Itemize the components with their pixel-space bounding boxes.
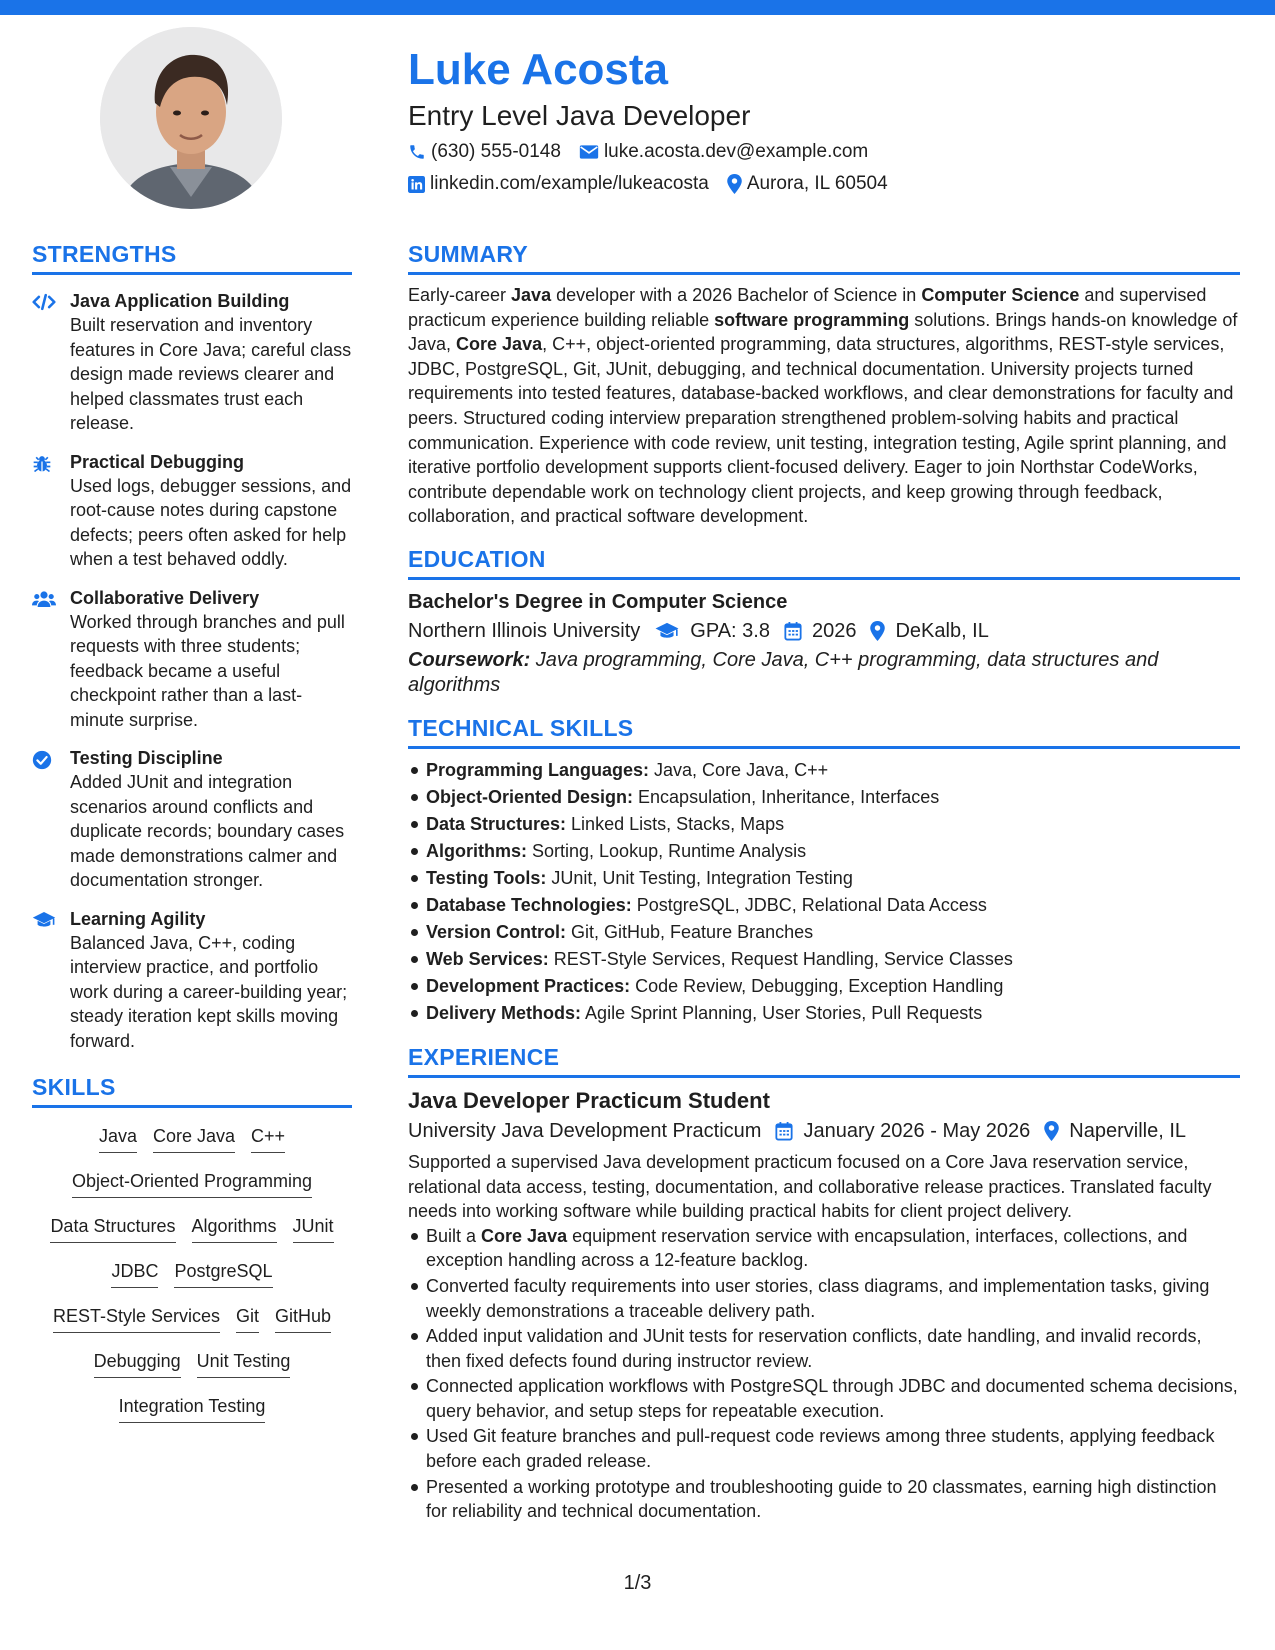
- strength-title: Java Application Building: [70, 291, 290, 311]
- right-column: [408, 240, 1240, 1525]
- tag-row: [32, 1302, 352, 1333]
- skill-tag: Git: [236, 1302, 259, 1333]
- list-item: Delivery Methods: Agile Sprint Planning, User Stories, Pull Requests: [408, 1000, 1240, 1027]
- strength-desc: Added JUnit and integration scenarios around conflicts and duplicate records; boundary cases made demonstrations calmer and documentation stronger.: [70, 772, 345, 890]
- phone-text[interactable]: (630) 555-0148: [431, 141, 561, 162]
- map-pin-icon: [727, 174, 742, 194]
- skill-tag: Object-Oriented Programming: [72, 1167, 312, 1198]
- strength-desc: Worked through branches and pull requests with three students; feedback became a useful checkpoint rather than a last-minute surprise.: [70, 611, 345, 730]
- skill-tag: Core Java: [153, 1122, 235, 1153]
- education-degree: Bachelor's Degree in Computer Science: [408, 590, 788, 613]
- graduation-cap-icon: [32, 911, 56, 929]
- strengths-heading: STRENGTHS: [32, 240, 352, 275]
- tag-row: [32, 1167, 352, 1198]
- left-column: [32, 240, 352, 1437]
- location-text: Aurora, IL 60504: [746, 173, 888, 194]
- job-title: Entry Level Java Developer: [408, 100, 751, 131]
- education-gpa: GPA: 3.8: [654, 616, 770, 646]
- skill-tag: Integration Testing: [119, 1392, 266, 1423]
- list-item: Used Git feature branches and pull-request code reviews among three students, applying feedback before each graded release.: [408, 1424, 1240, 1473]
- technical-skills-list: [408, 757, 1240, 1027]
- strength-item: [32, 746, 352, 893]
- check-circle-icon: [32, 750, 52, 770]
- education-coursework: Coursework: Java programming, Core Java, C++ programming, data structures and algorithms: [408, 648, 1159, 696]
- list-item: Data Structures: Linked Lists, Stacks, Maps: [408, 811, 1240, 838]
- tag-row: [32, 1392, 352, 1423]
- technical-skills-heading: TECHNICAL SKILLS: [408, 714, 1240, 749]
- list-item: Converted faculty requirements into user stories, class diagrams, and implementation tasks, giving weekly demonstrations a traceable delivery path.: [408, 1274, 1240, 1323]
- resume-header: [408, 42, 1228, 198]
- experience-org: University Java Development Practicum: [408, 1119, 762, 1142]
- experience-location: Naperville, IL: [1044, 1116, 1186, 1146]
- list-item: Connected application workflows with PostgreSQL through JDBC and documented schema decisions, query behavior, and setup steps for repeatable execution.: [408, 1374, 1240, 1423]
- skill-tag: Unit Testing: [197, 1347, 291, 1378]
- list-item: Testing Tools: JUnit, Unit Testing, Integration Testing: [408, 865, 1240, 892]
- calendar-icon: [775, 1121, 793, 1141]
- skill-tag: PostgreSQL: [174, 1257, 272, 1288]
- experience-bullets: [408, 1224, 1240, 1524]
- education-year: 2026: [784, 616, 857, 646]
- list-item: Web Services: REST-Style Services, Request Handling, Service Classes: [408, 946, 1240, 973]
- list-item: Database Technologies: PostgreSQL, JDBC, Relational Data Access: [408, 892, 1240, 919]
- tag-row: [32, 1257, 352, 1288]
- email-text[interactable]: luke.acosta.dev@example.com: [603, 141, 869, 162]
- users-icon: [32, 590, 56, 608]
- summary-heading: SUMMARY: [408, 240, 1240, 275]
- experience-dates: January 2026 - May 2026: [775, 1116, 1030, 1146]
- summary-text: Early-career Java developer with a 2026 Bachelor of Science in Computer Science and supervised practicum experience building reliable software programming solutions. Brings hands-on knowledge of Java, Core Java, C++, object-oriented programming, data structures, algorithms, REST-style services, JDBC, PostgreSQL, Git, JUnit, debugging, and technical documentation. University projects turned requirements into tested features, database-backed workflows, and clear demonstrations for faculty and peers. Structured coding interview preparation strengthened problem-solving habits and practical communication. Experience with code review, unit testing, integration testing, Agile sprint planning, and iterative portfolio development supports client-focused delivery. Eager to join Northstar CodeWorks, contribute dependable work on technology client projects, and keep growing through feedback, collaboration, and practical software development.: [408, 285, 1238, 527]
- skill-tag: C++: [251, 1122, 285, 1153]
- skill-tag: JUnit: [293, 1212, 334, 1243]
- strength-title: Collaborative Delivery: [70, 587, 260, 608]
- education-school: Northern Illinois University: [408, 619, 641, 642]
- list-item: Built a Core Java equipment reservation service with encapsulation, interfaces, collections, and exception handling across a 12-feature backlog.: [408, 1224, 1240, 1273]
- list-item: Object-Oriented Design: Encapsulation, Inheritance, Interfaces: [408, 784, 1240, 811]
- map-pin-icon: [1044, 1121, 1059, 1141]
- experience-heading: EXPERIENCE: [408, 1043, 1240, 1078]
- top-accent-bar: [0, 0, 1275, 15]
- list-item: Presented a working prototype and troubleshooting guide to 20 classmates, earning high distinction for reliability and technical documentation.: [408, 1475, 1240, 1524]
- strength-title: Learning Agility: [70, 908, 206, 929]
- education-heading: EDUCATION: [408, 545, 1240, 580]
- contact-phone: [408, 138, 561, 166]
- skill-tag: Algorithms: [192, 1212, 277, 1243]
- experience-meta: [408, 1116, 1240, 1146]
- skill-tag: JDBC: [111, 1257, 158, 1288]
- contact-email: [579, 138, 868, 166]
- list-item: Development Practices: Code Review, Debugging, Exception Handling: [408, 973, 1240, 1000]
- contact-row-2: [408, 170, 1228, 198]
- contact-location: [727, 170, 888, 198]
- bug-icon: [32, 454, 52, 474]
- strength-title: Testing Discipline: [70, 748, 223, 768]
- strength-desc: Built reservation and inventory features in Core Java; careful class design made reviews clearer and helped classmates trust each release.: [70, 315, 352, 433]
- education-meta: [408, 616, 1240, 646]
- skill-tag: Debugging: [94, 1347, 181, 1378]
- strength-title: Practical Debugging: [70, 451, 245, 472]
- linkedin-icon: [408, 176, 425, 193]
- tag-row: [32, 1122, 352, 1153]
- page-number: 1/3: [623, 1572, 652, 1594]
- skill-tag: Java: [99, 1122, 137, 1153]
- graduation-cap-icon: [654, 622, 680, 640]
- experience-role: Java Developer Practicum Student: [408, 1087, 770, 1113]
- list-item: Added input validation and JUnit tests for reservation conflicts, date handling, and invalid records, then fixed defects found during instructor review.: [408, 1324, 1240, 1373]
- linkedin-text[interactable]: linkedin.com/example/lukeacosta: [430, 173, 709, 194]
- code-icon: [32, 293, 56, 311]
- candidate-name: Luke Acosta: [408, 45, 669, 94]
- calendar-icon: [784, 621, 802, 641]
- skill-tag: GitHub: [275, 1302, 331, 1333]
- list-item: Programming Languages: Java, Core Java, C++: [408, 757, 1240, 784]
- profile-photo: [100, 27, 282, 209]
- tag-row: [32, 1347, 352, 1378]
- strength-item: [32, 289, 352, 436]
- education-location: DeKalb, IL: [870, 616, 988, 646]
- strength-item: [32, 907, 352, 1054]
- strength-desc: Used logs, debugger sessions, and root-cause notes during capstone defects; peers often asked for help when a test behaved oddly.: [70, 475, 352, 569]
- skills-heading: SKILLS: [32, 1073, 352, 1108]
- strength-item: [32, 450, 352, 572]
- phone-icon: [408, 143, 426, 161]
- list-item: Algorithms: Sorting, Lookup, Runtime Analysis: [408, 838, 1240, 865]
- skill-tag: REST-Style Services: [53, 1302, 220, 1333]
- contact-row-1: [408, 138, 1228, 166]
- list-item: Version Control: Git, GitHub, Feature Branches: [408, 919, 1240, 946]
- strength-item: [32, 586, 352, 733]
- strengths-list: [32, 289, 352, 1053]
- experience-summary: Supported a supervised Java development practicum focused on a Core Java reservation service, relational data access, testing, documentation, and collaborative release practices. Translated faculty needs into working software while building practical habits for client project delivery.: [408, 1151, 1212, 1222]
- skills-tag-cloud: [32, 1122, 352, 1423]
- map-pin-icon: [870, 621, 885, 641]
- tag-row: [32, 1212, 352, 1243]
- strength-desc: Balanced Java, C++, coding interview practice, and portfolio work during a career-building year; steady iteration kept skills moving forward.: [70, 932, 348, 1051]
- contact-linkedin: [408, 170, 709, 198]
- skill-tag: Data Structures: [50, 1212, 175, 1243]
- envelope-icon: [579, 144, 599, 160]
